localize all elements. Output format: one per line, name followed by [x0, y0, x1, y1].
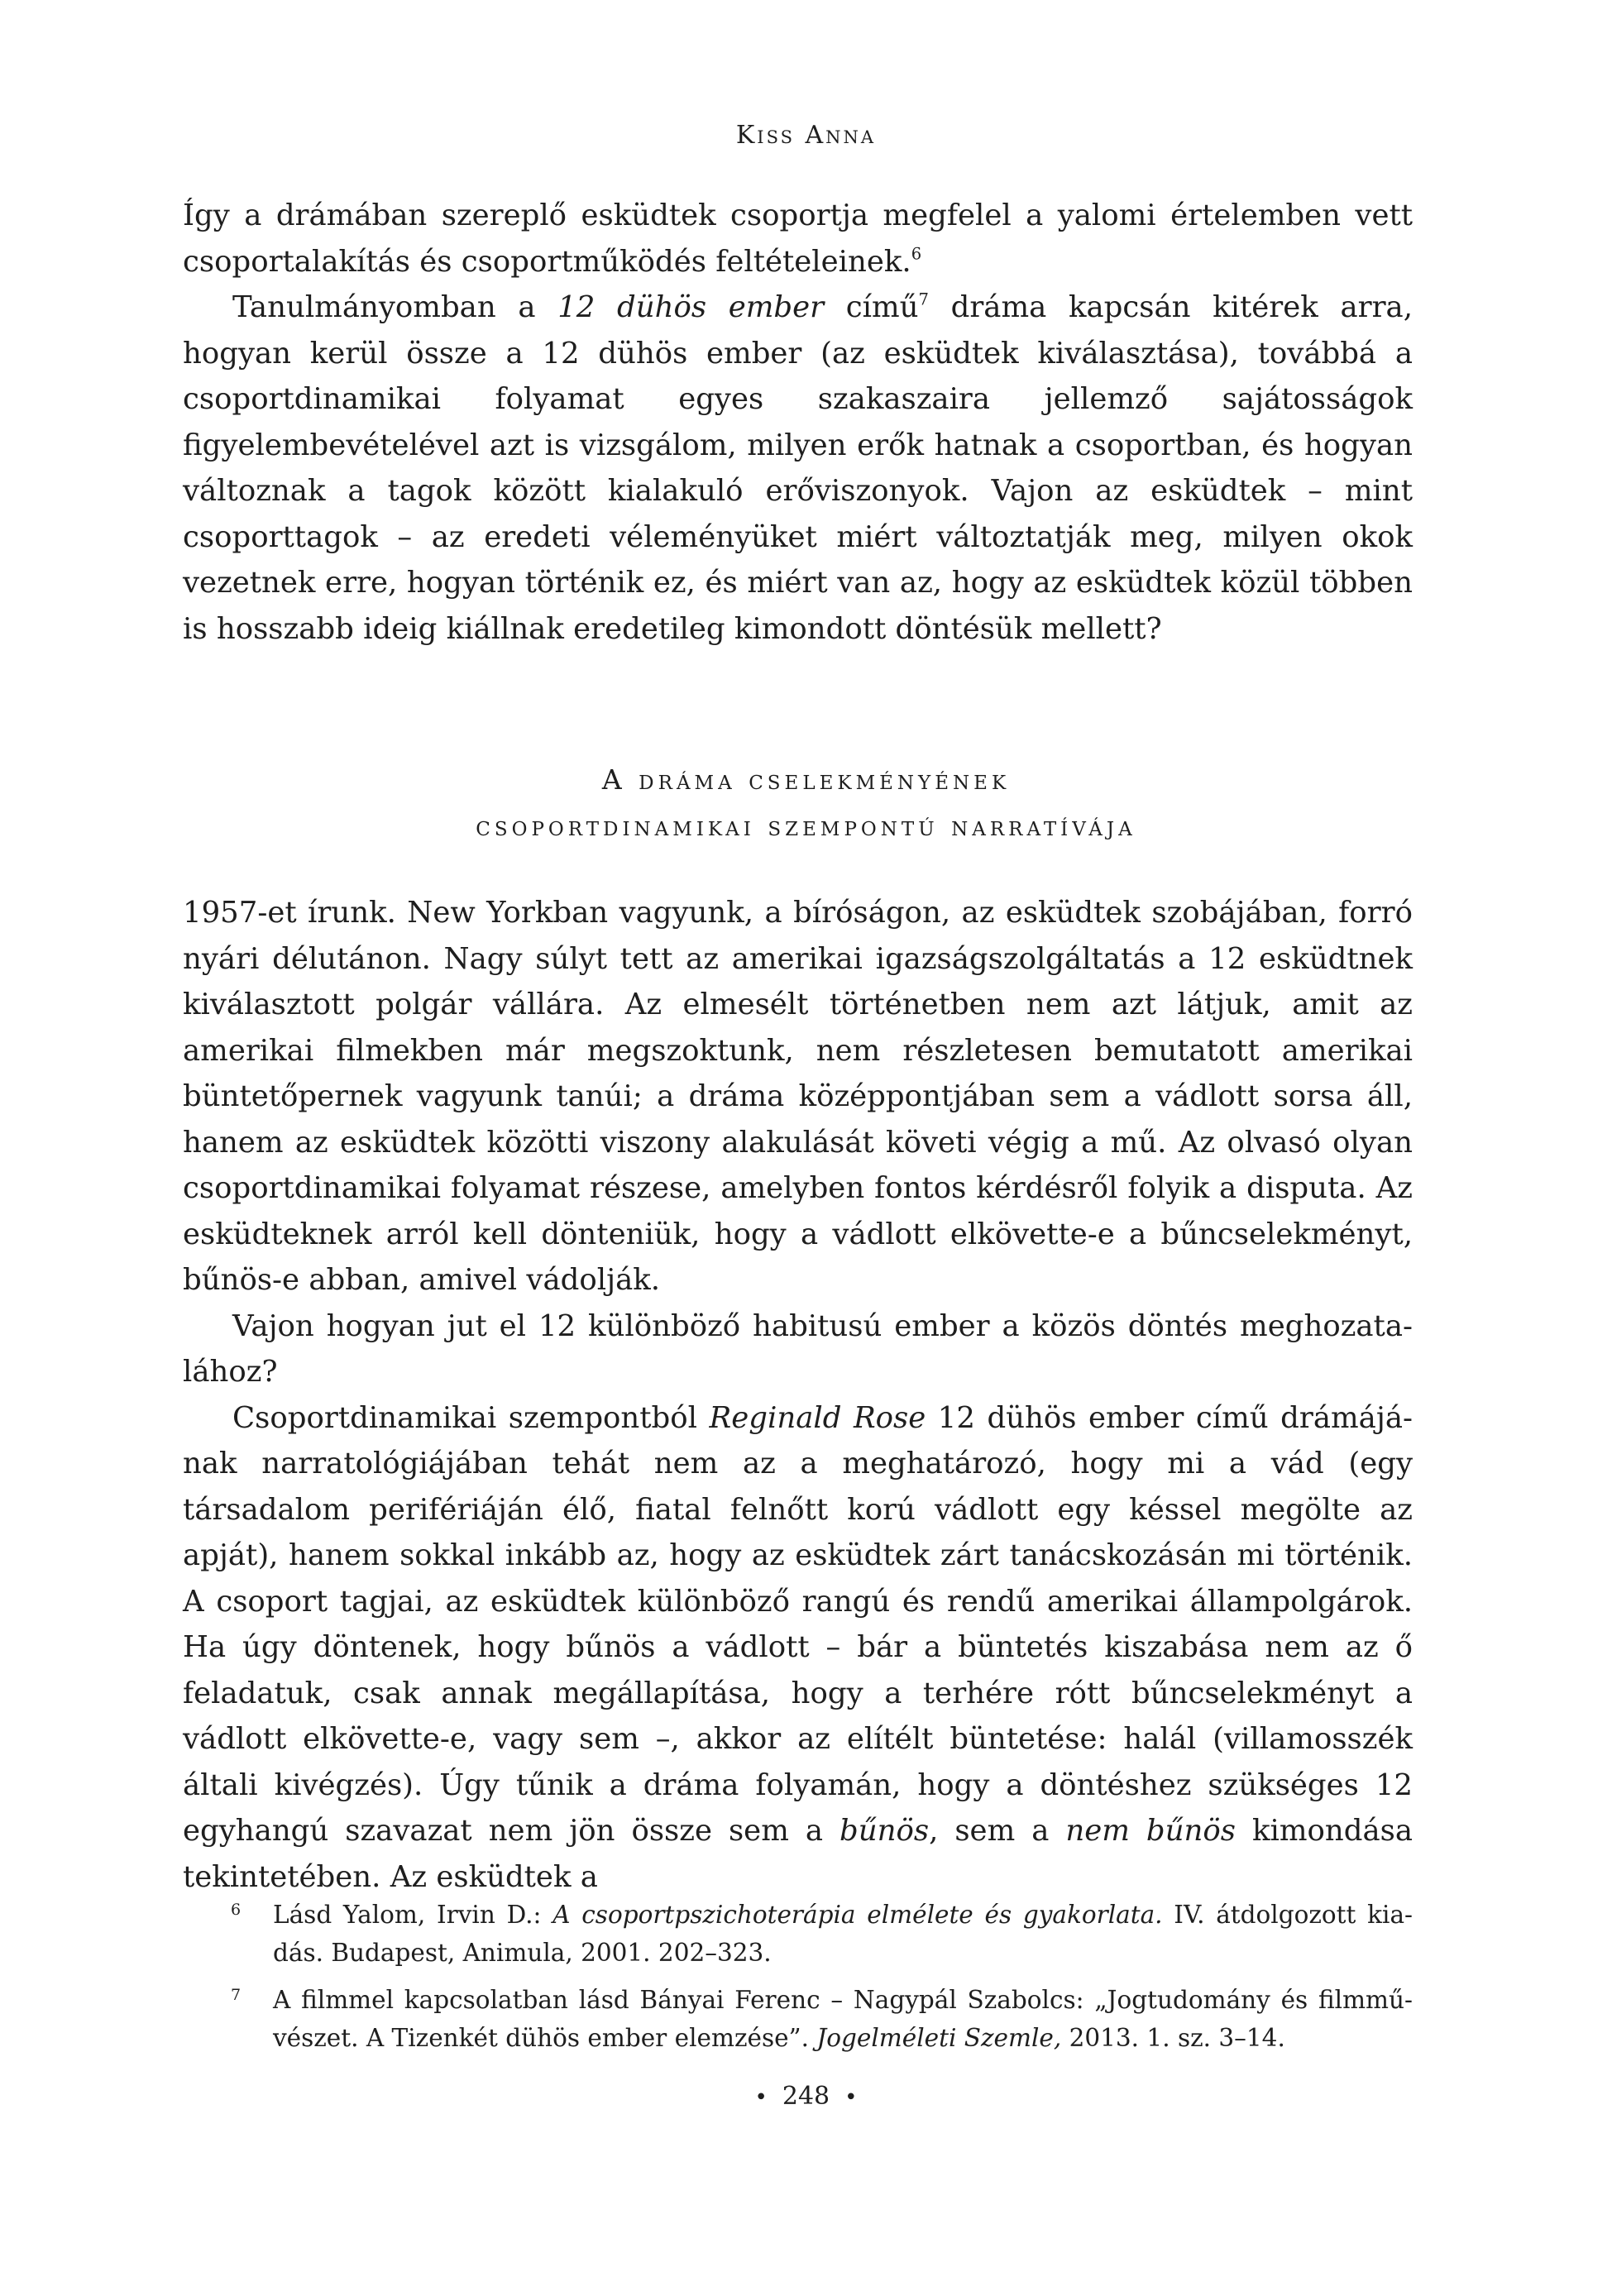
intro-text — [183, 193, 1413, 652]
paragraph: Vajon hogyan jut el 12 különböző habitusú ember a közös döntés meghozatalához? — [183, 1308, 1413, 1389]
emphasis: nem bűnös — [1065, 1814, 1236, 1848]
ornament-dot: • — [754, 2085, 768, 2110]
paragraph: 1957-et írunk. New Yorkban vagyunk, a bíróságon, az esküdtek szobájában, forró nyári délutánon. Nagy súlyt tett az amerikai igazságszolgáltatás a 12 esküdtnek kiválasztott polgár vállára. Az elmesélt történetben nem azt látjuk, amit az amerikai filmekben már megszoktunk, nem részletesen bemutatott amerikai büntetőpernek vagyunk tanúi; a dráma középpontjában sem a vádlott sorsa áll, hanem az esküdtek közötti viszony alakulását követi végig a mű. Az olvasó olyan csoportdinamikai folyamat részese, amelyben fontos kérdésről folyik a disputa. Az esküdteknek arról kell dönteniük, hogy a vádlott elkövette-e a bűncselekményt, bűnös-e abban, amivel vádolják. — [183, 896, 1413, 1297]
running-head: Kiss Anna — [735, 121, 877, 150]
ornament-dot: • — [844, 2085, 858, 2110]
section-heading-line: A dráma cselekményének — [601, 763, 1011, 796]
footnote-7: 7 A filmmel kapcsolatban lásd Bányai Ferenc – Nagypál Szabolcs: „Jogtudomány és filmművészet. A Tizenkét dühös ember elemzése”. Jogelméleti Szemle, 2013. 1. sz. 3–14. — [183, 1982, 1413, 2057]
footnote-6: 6 Lásd Yalom, Irvin D.: A csoportpszichoterápia elmélete és gyakorlata. IV. átdolgozott kiadás. Budapest, Animula, 2001. 202–323. — [183, 1897, 1413, 1972]
paragraph: Csoportdinamikai szempontból Reginald Rose 12 dühös ember című drámájának narratológiájában tehát nem az a meghatározó, hogy mi a vád (egy társadalom perifériáján élő, fiatal felnőtt korú vádlott egy késsel megölte az apját), hanem sokkal inkább az, hogy az esküdtek zárt tanácskozásán mi történik. A csoport tagjai, az esküdtek különböző rangú és rendű amerikai állampolgárok. Ha úgy döntenek, hogy bűnös a vádlott – bár a büntetés kiszabása nem az ő feladatuk, csak annak megállapítása, hogy a terhére rótt bűncselekményt a vádlott elkövette-e, vagy sem –, akkor az elítélt büntetése: halál (villamosszék általi kivégzés). Úgy tűnik a dráma folyamán, hogy a döntéshez szükséges 12 egyhangú szavazat nem jön össze sem a bűnös, sem a nem bűnös kimondása tekintetében. Az esküdtek a — [183, 1400, 1413, 1894]
footnotes — [183, 1897, 1413, 2067]
paragraph: Így a drámában szereplő esküdtek csoportja megfelel a yalomi értelemben vett csoportalakítás és csoportműködés feltételeinek.$^6$ — [183, 199, 1413, 279]
footnote-ref-7[interactable]: 7 — [918, 289, 929, 309]
page-number: • 248 • — [0, 2082, 1612, 2111]
section-heading-line: csoportdinamikai szempontú narratívája — [476, 810, 1136, 842]
author-name: Reginald Rose — [709, 1400, 926, 1435]
footnote-number: 6 — [231, 1901, 242, 1919]
emphasis: bűnös — [839, 1814, 930, 1848]
section-text — [183, 890, 1413, 1900]
footnote-number: 7 — [231, 1986, 242, 2004]
paragraph: Tanulmányomban a 12 dühös ember című$^7$ dráma kapcsán kitérek arra, hogyan kerül össze a 12 dühös ember (az esküdtek kiválasztása), továbbá a csoportdinamikai folyamat egyes szakaszaira jellemző sajátosságok figyelembevételével azt is vizsgálom, milyen erők hatnak a csoportban, és hogyan változnak a tagok között kialakuló erőviszonyok. Vajon az esküdtek – mint csoporttagok – az eredeti véleményüket miért változtatják meg, milyen okok vezetnek erre, hogyan történik ez, és miért van az, hogy az esküdtek közül többen is hosszabb ideig kiállnak eredetileg kimondott döntésük mellett? — [183, 289, 1413, 646]
footnote-ref-6[interactable]: 6 — [911, 243, 922, 263]
work-title: 12 dühös ember — [557, 290, 825, 324]
section-heading — [0, 757, 1612, 849]
